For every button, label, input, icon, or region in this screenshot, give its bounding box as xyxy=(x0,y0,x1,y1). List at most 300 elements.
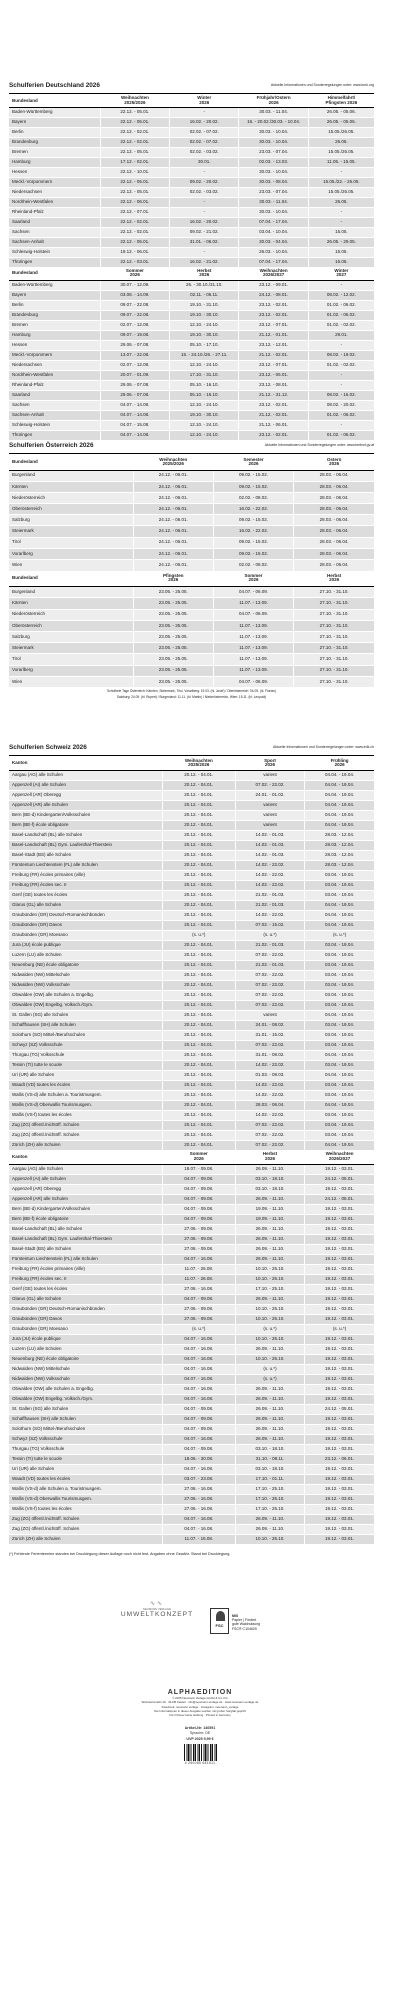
holiday-date-cell: 15.05./26.05. xyxy=(308,127,374,137)
column-header-line: Semester xyxy=(243,456,264,462)
holiday-date-cell: 03.04. - 19.04. xyxy=(305,890,374,900)
holiday-date-cell: 05.10. - 17.10. xyxy=(170,340,239,350)
column-header-line: 2026 xyxy=(199,99,210,105)
holiday-date-cell: (s. u.*) xyxy=(235,930,304,940)
region-name-cell: Bremen xyxy=(9,147,100,157)
table-row xyxy=(9,1070,374,1080)
holiday-date-cell: 10.10. - 25.10. xyxy=(235,1334,304,1344)
holiday-date-cell: 26.05. xyxy=(308,137,374,147)
holiday-date-cell: 20.12. - 04.01. xyxy=(162,910,235,920)
holiday-date-cell: 26.05. - 29.05. xyxy=(308,237,374,247)
table-row xyxy=(9,560,374,571)
fsc-line-2: Papier | Fördert xyxy=(232,1618,257,1623)
holiday-date-cell: 27.10. - 31.10. xyxy=(294,620,374,631)
holiday-date-cell: 31.10. - 08.11. xyxy=(235,1454,304,1464)
region-name-cell: Thurgau (TG) Volksschule xyxy=(9,1050,162,1060)
holiday-date-cell: 07.04. - 17.04. xyxy=(239,257,308,267)
column-header-line: 2025/2026 xyxy=(124,99,146,105)
holiday-date-cell: varient xyxy=(235,810,304,820)
column-header-line: 2026 xyxy=(334,762,345,768)
holiday-date-cell: 28.03. - 06.04. xyxy=(294,526,374,537)
holiday-date-cell: 21.02. - 01.03. xyxy=(235,900,304,910)
holiday-date-cell: 23.05. - 25.05. xyxy=(133,631,213,642)
region-name-cell: Niedersachsen xyxy=(9,360,100,370)
holiday-date-cell: 19.12. - 03.01. xyxy=(305,1444,374,1454)
holiday-date-cell: 03.04. - 19.04. xyxy=(305,1000,374,1010)
table-row xyxy=(9,1304,374,1314)
holiday-date-cell: 11.07. - 26.08. xyxy=(162,1274,235,1284)
holiday-date-cell: 11.05. - 15.05. xyxy=(308,157,374,167)
holiday-date-cell: (s. u.*) xyxy=(305,1324,374,1334)
section-germany xyxy=(9,82,374,440)
holiday-date-cell: 26.09. - 11.10. xyxy=(235,1514,304,1524)
fsc-line-4: FSC® C104629 xyxy=(232,1626,257,1631)
region-name-cell: Baden-Württemberg xyxy=(9,107,100,117)
column-header-line: Herbst xyxy=(197,267,212,273)
region-name-cell: Fürstentum Liechtenstein (FL) alle Schulen xyxy=(9,1254,162,1264)
section-info-link[interactable]: Aktuelle Informationen und Sonderregelungen unter: www.bmbwf.gv.at xyxy=(264,443,374,447)
holiday-date-cell: 03.04. - 19.04. xyxy=(305,880,374,890)
table-row xyxy=(9,620,374,631)
holiday-date-cell: 15.05. xyxy=(308,227,374,237)
column-header-region xyxy=(9,95,100,107)
holiday-date-cell: 29.06. - 07.08. xyxy=(100,390,169,400)
holiday-date-cell: 22.12. - 02.01. xyxy=(100,217,169,227)
holiday-date-cell: (s. u.*) xyxy=(235,1374,304,1384)
holiday-date-cell: 31.01. - 08.02. xyxy=(235,1050,304,1060)
holiday-date-cell: 28.03. - 06.04. xyxy=(294,537,374,548)
table-row xyxy=(9,300,374,310)
region-name-cell: Bern (BE-d) Kindergarten/Volksschulen xyxy=(9,1204,162,1214)
holiday-date-cell: 22.12. - 02.01. xyxy=(100,137,169,147)
region-name-cell: Glarus (GL) alle Schulen xyxy=(9,900,162,910)
holiday-date-cell: 20.12. - 04.01. xyxy=(162,980,235,990)
table-row xyxy=(9,960,374,970)
holiday-date-cell: 28.03. - 06.04. xyxy=(294,515,374,526)
region-name-cell: Appenzell (AR) Oberegg xyxy=(9,1184,162,1194)
column-header-line: Sommer xyxy=(189,1151,208,1157)
holiday-date-cell: 20.12. - 04.01. xyxy=(162,770,235,780)
holiday-date-cell: 29.06. - 07.08. xyxy=(100,380,169,390)
holiday-date-cell: 22.12. - 02.01. xyxy=(100,127,169,137)
table-row xyxy=(9,1050,374,1060)
column-header-line: Kanton xyxy=(12,760,28,765)
holiday-date-cell: 03.04. - 19.04. xyxy=(305,950,374,960)
holiday-date-cell: 21.12. - 02.01. xyxy=(239,410,308,420)
table-row xyxy=(9,860,374,870)
region-name-cell: Nidwalden (NW) Volksschule xyxy=(9,980,162,990)
section-header xyxy=(9,744,374,756)
column-header-line: 2026 xyxy=(193,1155,204,1161)
holiday-date-cell: 24.12. - 06.01. xyxy=(133,515,213,526)
table-row xyxy=(9,1194,374,1204)
column-header-line: 2026/2027 xyxy=(262,272,285,278)
region-name-cell: Bremen xyxy=(9,320,100,330)
holiday-date-cell: 19.12. - 03.01. xyxy=(305,1474,374,1484)
holiday-date-cell: 04.04. - 19.04. xyxy=(305,820,374,830)
holiday-date-cell: 07.02. - 22.02. xyxy=(235,970,304,980)
holiday-date-cell: 07.02. - 22.02. xyxy=(235,1040,304,1050)
region-name-cell: Freiburg (FR) écoles sec. II xyxy=(9,1274,162,1284)
holiday-date-cell: - xyxy=(308,380,374,390)
holiday-date-cell: 03.08. - 14.09. xyxy=(100,290,169,300)
austria-note-2: Salzburg: 24.09. (hl. Rupert) / Burgenland: 11.11. (hl. Martin) / Niederösterreich, Wien: 15.11. (hl. Leopold) xyxy=(116,695,267,700)
column-header xyxy=(239,95,308,107)
region-name-cell: Rheinland-Pfalz xyxy=(9,380,100,390)
language: Sprache: DE xyxy=(189,1731,211,1736)
section-title: Schulferien Schweiz 2026 xyxy=(9,744,87,751)
table-row xyxy=(9,1164,374,1174)
region-name-cell: Neuenburg (NE) école obligatoire xyxy=(9,1354,162,1364)
holiday-date-cell: 05.10. - 16.10. xyxy=(170,390,239,400)
table-row xyxy=(9,187,374,197)
holiday-date-cell: 20.12. - 04.01. xyxy=(162,960,235,970)
holiday-date-cell: 19.12. - 03.01. xyxy=(305,1414,374,1424)
column-header xyxy=(305,757,374,770)
holiday-date-cell: 27.06. - 16.08. xyxy=(162,1504,235,1514)
region-name-cell: Basel-Landschaft (BL) Gym. Laufenthal-Thierstein xyxy=(9,840,162,850)
holiday-date-cell: 19.12. - 03.01. xyxy=(305,1494,374,1504)
holiday-date-cell: 03.04. - 19.04. xyxy=(305,1030,374,1040)
region-name-cell: Berlin xyxy=(9,300,100,310)
holiday-date-cell: 11.07. - 13.09. xyxy=(213,665,293,676)
holiday-date-cell: 10.10. - 25.10. xyxy=(235,1314,304,1324)
column-header-line: 2025/2026 xyxy=(162,461,184,467)
holiday-date-cell: 16.02. - 22.02. xyxy=(213,504,293,515)
holiday-date-cell: 18.06. - 30.08. xyxy=(162,1454,235,1464)
table-row xyxy=(9,940,374,950)
column-header-line: Bundesland xyxy=(12,575,38,581)
holiday-date-cell: 19.12. - 03.01. xyxy=(305,1424,374,1434)
holiday-date-cell: 19.12. - 03.01. xyxy=(305,1264,374,1274)
table-row xyxy=(9,830,374,840)
holiday-date-cell: 20.12. - 04.01. xyxy=(162,1020,235,1030)
holiday-date-cell: 10.10. - 25.10. xyxy=(235,1534,304,1544)
region-name-cell: Hamburg xyxy=(9,157,100,167)
holiday-date-cell: - xyxy=(170,247,239,257)
table-row xyxy=(9,770,374,780)
holiday-date-cell: 23.12. - 06.01. xyxy=(305,1454,374,1464)
holiday-date-cell: 04.07. - 09.08. xyxy=(162,1184,235,1194)
region-name-cell: Brandenburg xyxy=(9,310,100,320)
table-row xyxy=(9,665,374,676)
table-row xyxy=(9,504,374,515)
table-row xyxy=(9,1020,374,1030)
holiday-date-cell: 04.07. - 14.08. xyxy=(100,430,169,440)
holiday-date-cell: - xyxy=(308,217,374,227)
table-row xyxy=(9,107,374,117)
region-name-cell: Niederösterreich xyxy=(9,609,133,620)
holiday-date-cell: 23.05. - 25.05. xyxy=(133,676,213,687)
holiday-date-cell: 27.10. - 31.10. xyxy=(294,654,374,665)
holiday-date-cell: 12.10. - 24.10. xyxy=(170,430,239,440)
region-name-cell: Meckl.-Vorpommern xyxy=(9,350,100,360)
holiday-date-cell: 26.05. xyxy=(308,197,374,207)
table-row xyxy=(9,280,374,290)
leaf-icon: ∿∿ xyxy=(149,1601,165,1607)
article-number: Artikel-Nr: 146591 xyxy=(184,1725,216,1730)
table-row xyxy=(9,481,374,492)
table-row xyxy=(9,1010,374,1020)
holiday-date-cell: 20.07. - 01.09. xyxy=(100,370,169,380)
publisher-line: Facebook: neumann.verlage · Instagram: neumann_verlage xyxy=(161,1704,239,1709)
region-name-cell: Schwyz (SZ) Volksschule xyxy=(9,1434,162,1444)
holiday-date-cell: 23.12. - 07.01. xyxy=(239,320,308,330)
table-row xyxy=(9,1434,374,1444)
holiday-date-cell: 19.10. - 31.10. xyxy=(170,300,239,310)
region-name-cell: Sachsen-Anhalt xyxy=(9,410,100,420)
holiday-date-cell: 12.10. - 24.10. xyxy=(170,320,239,330)
holiday-date-cell: 07.02. - 22.02. xyxy=(235,780,304,790)
region-name-cell: Niedersachsen xyxy=(9,187,100,197)
holiday-date-cell: (s. u.*) xyxy=(162,1324,235,1334)
region-name-cell: Zug (ZG) öffentl./nichtöff. Schulen xyxy=(9,1120,162,1130)
table-row xyxy=(9,800,374,810)
region-name-cell: Graubünden (GR) Deutsch-Romanischbünden xyxy=(9,1304,162,1314)
holiday-date-cell: 28.03. - 06.04. xyxy=(294,548,374,559)
region-name-cell: Obwalden (OW) alle Schulen a. Engelbg. xyxy=(9,1384,162,1394)
region-name-cell: Niederösterreich xyxy=(9,492,133,503)
holiday-date-cell: 05.10. - 16.10. xyxy=(170,380,239,390)
region-name-cell: Bayern xyxy=(9,290,100,300)
section-info-link[interactable]: Aktuelle Informationen und Sonderregelungen unter: www.kmk.org xyxy=(270,83,374,87)
column-header xyxy=(133,455,213,470)
holiday-date-cell: 26.09. - 11.10. xyxy=(235,1414,304,1424)
region-name-cell: Freiburg (FR) écoles sec. II xyxy=(9,880,162,890)
region-name-cell: Salzburg xyxy=(9,631,133,642)
holiday-date-cell: 28.03. - 12.04. xyxy=(305,840,374,850)
region-name-cell: Wallis (VS-d) alle Schulen a. Touristmusgem. xyxy=(9,1090,162,1100)
holiday-date-cell: 14.02. - 22.02. xyxy=(235,880,304,890)
holiday-date-cell: 30.03. - 10.04. xyxy=(239,137,308,147)
table-row xyxy=(9,1060,374,1070)
table-row xyxy=(9,350,374,360)
holiday-date-cell: 27.10. - 31.10. xyxy=(294,665,374,676)
holiday-date-cell: 03.10. - 18.10. xyxy=(235,1464,304,1474)
holiday-date-cell: 03.04. - 19.04. xyxy=(305,970,374,980)
column-header-line: 2026 xyxy=(329,461,340,467)
holiday-date-cell: 03.04. - 19.04. xyxy=(305,1090,374,1100)
holiday-date-cell: 30.03. - 08.04. xyxy=(239,177,308,187)
holiday-date-cell: 22.12. - 05.01. xyxy=(100,117,169,127)
table-row xyxy=(9,548,374,559)
holiday-date-cell: 04.07. - 16.08. xyxy=(162,1394,235,1404)
holiday-date-cell: 19.10. - 30.10. xyxy=(170,410,239,420)
region-name-cell: Steiermark xyxy=(9,526,133,537)
holiday-date-cell: 02.02. - 08.02. xyxy=(213,560,293,571)
region-name-cell: Meckl.-Vorpommern xyxy=(9,177,100,187)
holiday-date-cell: 08.02. - 19.02. xyxy=(308,350,374,360)
holiday-date-cell: 20.12. - 04.01. xyxy=(162,1100,235,1110)
holiday-date-cell: 04.07. - 16.08. xyxy=(162,1254,235,1264)
holiday-date-cell: 03.10. - 18.10. xyxy=(235,1444,304,1454)
holiday-date-cell: 17.10. - 25.10. xyxy=(235,1284,304,1294)
holiday-date-cell: 26.09. - 11.10. xyxy=(235,1234,304,1244)
holiday-date-cell: 10.10. - 25.10. xyxy=(235,1354,304,1364)
holiday-date-cell: 20.12. - 04.01. xyxy=(162,920,235,930)
region-name-cell: Zug (ZG) öffentl./nichtöff. Schulen xyxy=(9,1524,162,1534)
holiday-date-cell: 04.07. - 09.08. xyxy=(162,1444,235,1454)
holiday-date-cell: 03.07. - 23.08. xyxy=(162,1474,235,1484)
holiday-date-cell: 01.02. - 06.02. xyxy=(308,410,374,420)
holiday-date-cell: 04.07. - 16.08. xyxy=(162,1374,235,1384)
region-name-cell: Zürich (ZH) alle Schulen xyxy=(9,1534,162,1544)
region-name-cell: Luzern (LU) alle Schulen xyxy=(9,1344,162,1354)
table-row xyxy=(9,900,374,910)
holiday-date-cell: 07.02. - 15.02. xyxy=(235,920,304,930)
holiday-date-cell: 01.02. - 02.02. xyxy=(308,360,374,370)
holiday-date-cell: - xyxy=(170,197,239,207)
holiday-date-cell: 29.01. xyxy=(308,330,374,340)
holiday-date-cell: 21.12. - 31.12. xyxy=(239,390,308,400)
column-header-line: 2026 xyxy=(129,272,140,278)
publisher-line: Die Informationen in dieser Ausgabe wurden mit großer Sorgfalt geprüft xyxy=(154,1709,246,1714)
holiday-date-cell: 26.03. - 10.04. xyxy=(239,247,308,257)
table-row xyxy=(9,1364,374,1374)
holiday-date-cell: 24.01. - 08.02. xyxy=(235,1020,304,1030)
holiday-date-cell: 04.04. - 19.04. xyxy=(305,1070,374,1080)
column-header-line: Pfingsten 2026 xyxy=(325,99,358,105)
holiday-date-cell: 20.12. - 04.01. xyxy=(162,860,235,870)
table-row xyxy=(9,1100,374,1110)
fsc-badge-label: FSC xyxy=(215,1623,224,1628)
column-header-line: Sport xyxy=(264,757,276,763)
region-name-cell: Appenzell (AR) alle Schulen xyxy=(9,1194,162,1204)
region-name-cell: Saarland xyxy=(9,217,100,227)
table-row xyxy=(9,137,374,147)
table-row xyxy=(9,1514,374,1524)
holiday-date-cell: 26.09. - 11.10. xyxy=(235,1404,304,1414)
section-title: Schulferien Österreich 2026 xyxy=(9,442,94,449)
column-header-line: 2026 xyxy=(268,99,279,105)
column-header-region xyxy=(9,267,100,280)
region-name-cell: St. Gallen (SG) alle Schulen xyxy=(9,1010,162,1020)
holiday-date-cell: 01.02. - 06.02. xyxy=(308,310,374,320)
holiday-date-cell: 19.12. - 03.01. xyxy=(305,1284,374,1294)
column-header xyxy=(239,267,308,280)
region-name-cell: Tirol xyxy=(9,537,133,548)
holiday-date-cell: 22.12. - 05.01. xyxy=(100,177,169,187)
holiday-date-cell: 04.04. - 19.04. xyxy=(305,770,374,780)
holiday-date-cell: 04.07. - 14.08. xyxy=(100,400,169,410)
column-header-region xyxy=(9,1150,162,1164)
table-row xyxy=(9,1474,374,1484)
table-row xyxy=(9,320,374,330)
holiday-date-cell: 10.10. - 25.10. xyxy=(235,1274,304,1284)
holiday-date-cell: 20.12. - 04.01. xyxy=(162,1000,235,1010)
holiday-date-cell: 22.12. - 03.01. xyxy=(100,257,169,267)
table-row xyxy=(9,147,374,157)
holiday-date-cell: 31.01. - 06.02. xyxy=(170,237,239,247)
holiday-date-cell: 23.03. - 07.04. xyxy=(239,147,308,157)
holiday-date-cell: 01.02. - 02.02. xyxy=(308,320,374,330)
holiday-date-cell: 03.04. - 19.04. xyxy=(305,1080,374,1090)
holiday-date-cell: 26.05. - 05.06. xyxy=(308,107,374,117)
column-header xyxy=(235,1150,304,1164)
region-name-cell: Graubünden (GR) Moesano xyxy=(9,930,162,940)
holiday-date-cell: 19.12. - 03.01. xyxy=(305,1364,374,1374)
holiday-date-cell: 04.04. - 19.04. xyxy=(305,910,374,920)
holiday-date-cell: 23.03. - 07.04. xyxy=(239,187,308,197)
holiday-date-cell: 17.10. - 01.11. xyxy=(235,1474,304,1484)
holiday-date-cell: 20.12. - 04.01. xyxy=(162,1140,235,1150)
holiday-date-cell: 12.10. - 24.10. xyxy=(170,360,239,370)
holiday-date-cell: 13.07. - 22.08. xyxy=(100,350,169,360)
holiday-date-cell: 26.09. - 11.10. xyxy=(235,1194,304,1204)
column-header-line: 2026 xyxy=(264,1155,275,1161)
table-row xyxy=(9,1090,374,1100)
holiday-date-cell: 04.07. - 16.08. xyxy=(162,1384,235,1394)
holiday-date-cell: 19.12. - 03.01. xyxy=(305,1534,374,1544)
table-row xyxy=(9,1454,374,1464)
section-info-link[interactable]: Aktuelle Informationen und Sonderregelungen unter: www.edk.ch xyxy=(273,745,374,749)
region-name-cell: Zug (ZG) öffentl./nichtöff. Schulen xyxy=(9,1514,162,1524)
holiday-date-cell: - xyxy=(308,280,374,290)
table-row xyxy=(9,654,374,665)
holiday-date-cell: 19.12. - 03.01. xyxy=(305,1504,374,1514)
holiday-date-cell: 15.05. xyxy=(308,247,374,257)
column-header-line: Herbst xyxy=(326,572,342,578)
holiday-date-cell: 28.03. - 06.04. xyxy=(235,1100,304,1110)
table-row xyxy=(9,780,374,790)
region-name-cell: Nidwalden (NW) Mittelschule xyxy=(9,1364,162,1374)
holiday-date-cell: 27.06. - 09.08. xyxy=(162,1224,235,1234)
holiday-date-cell: 24.01. - 01.02. xyxy=(235,790,304,800)
holiday-date-cell: 27.06. - 09.08. xyxy=(162,1314,235,1324)
table-row xyxy=(9,197,374,207)
holiday-date-cell: 22.12. - 05.01. xyxy=(100,187,169,197)
table-row xyxy=(9,1324,374,1334)
holiday-date-cell: 04.07. - 16.08. xyxy=(162,1464,235,1474)
table-row xyxy=(9,117,374,127)
holiday-date-cell: 20.12. - 04.01. xyxy=(162,870,235,880)
publisher-line: Für Irrtümer keine Haftung · Printed in Germany xyxy=(169,1713,231,1718)
holiday-date-cell: 04.07. - 16.08. xyxy=(162,1334,235,1344)
region-name-cell: Waadt (VD) toutes les écoles xyxy=(9,1080,162,1090)
table-row xyxy=(9,227,374,237)
holiday-date-cell: 21.02. - 01.03. xyxy=(235,890,304,900)
column-header-line: 2026 xyxy=(199,272,210,278)
region-name-cell: Basel-Stadt (BS) alle Schulen xyxy=(9,1244,162,1254)
holiday-date-cell: 23.12. - 07.01. xyxy=(239,360,308,370)
holiday-date-cell: 02.07. - 12.08. xyxy=(100,360,169,370)
holiday-date-cell: 12.10. - 24.10. xyxy=(170,420,239,430)
holiday-date-cell: 24.12. - 05.01. xyxy=(305,1404,374,1414)
holiday-date-cell: 17.10. - 25.10. xyxy=(235,1494,304,1504)
holiday-date-cell: 04.07. - 09.08. xyxy=(162,1214,235,1224)
region-name-cell: Tirol xyxy=(9,654,133,665)
germany-table-1 xyxy=(9,95,374,267)
table-row xyxy=(9,207,374,217)
holiday-date-cell: 04.04. - 19.04. xyxy=(305,1100,374,1110)
region-name-cell: Saarland xyxy=(9,390,100,400)
holiday-date-cell: 19.12. - 03.01. xyxy=(305,1344,374,1354)
holiday-date-cell: 27.06. - 16.08. xyxy=(162,1284,235,1294)
region-name-cell: Thüringen xyxy=(9,430,100,440)
holiday-date-cell: 28.03. - 12.04. xyxy=(305,860,374,870)
column-header xyxy=(162,1150,235,1164)
region-name-cell: Hamburg xyxy=(9,330,100,340)
table-row xyxy=(9,790,374,800)
table-row xyxy=(9,217,374,227)
holiday-date-cell: 23.12. - 02.01. xyxy=(239,400,308,410)
holiday-date-cell: 07.02. - 22.02. xyxy=(235,1130,304,1140)
holiday-date-cell: 23.12. - 02.01. xyxy=(239,430,308,440)
holiday-date-cell: - xyxy=(170,207,239,217)
region-name-cell: Burgenland xyxy=(9,470,133,481)
holiday-date-cell: 04.04. - 19.04. xyxy=(305,780,374,790)
holiday-date-cell: 20.12. - 04.01. xyxy=(162,790,235,800)
